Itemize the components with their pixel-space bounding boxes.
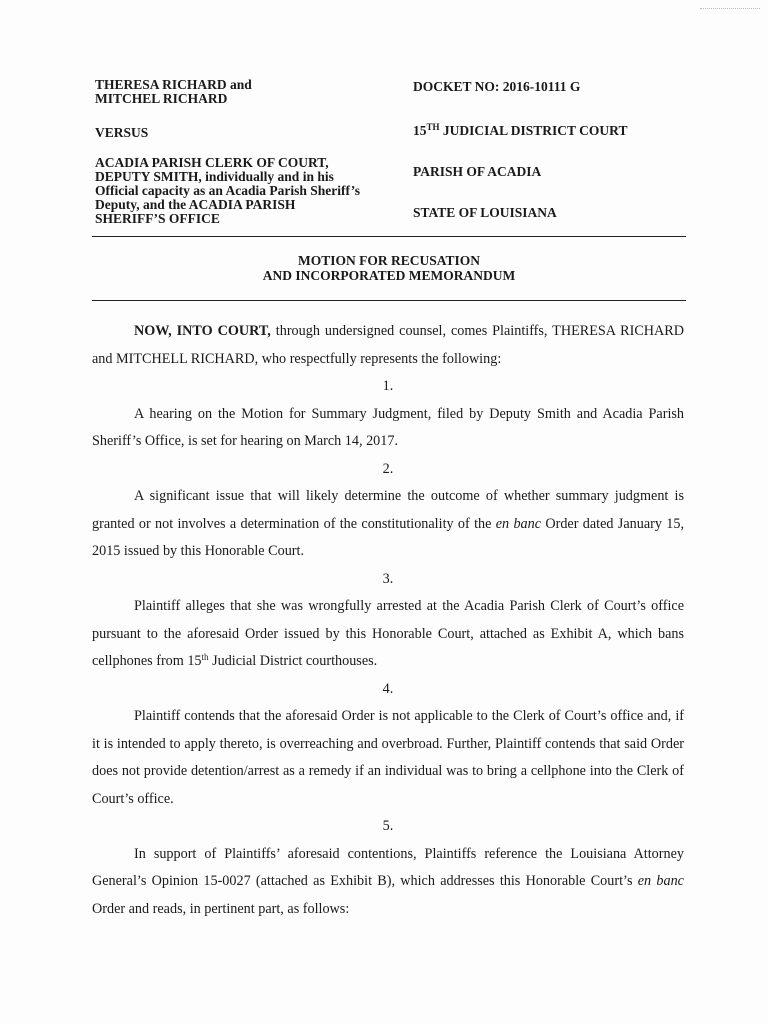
versus-label: VERSUS (95, 125, 149, 140)
paragraph-number: 5. (382, 818, 394, 834)
defendants-line: SHERIFF’S OFFICE (95, 211, 220, 226)
paragraph-text (92, 841, 684, 924)
ordinal-suffix: th (201, 652, 209, 662)
paragraph-text: Plaintiff contends that the aforesaid Order is not applicable to the Clerk of Court’s office and, if it is intended to apply thereto, is overreaching and overbroad. Further, Plaintiff contends that said Order does not provide detention/arrest as a remedy if an individual was to bring a cellphone into the Clerk of Court’s office. (92, 708, 684, 807)
caption-parties (95, 78, 405, 246)
plaintiffs-line: MITCHEL RICHARD (95, 91, 228, 106)
text-segment: Order dated January 15, 2015 issued by this Honorable Court. (92, 515, 684, 559)
paragraph-text: A hearing on the Motion for Summary Judgment, filed by Deputy Smith and Acadia Parish Sheriff’s Office, is set for hearing on March 14, 2017. (92, 405, 684, 449)
intro-lead: NOW, INTO COURT, (134, 323, 271, 339)
state-name: STATE OF LOUISIANA (413, 205, 557, 220)
scan-artifact (700, 8, 760, 11)
court-name-rest: JUDICIAL DISTRICT COURT (439, 123, 628, 138)
defendants-line: DEPUTY SMITH, individually and in his (95, 169, 334, 184)
intro-paragraph (92, 318, 684, 373)
docket-number: DOCKET NO: 2016-10111 G (413, 79, 581, 94)
intro-text: through undersigned counsel, comes Plaintiffs, THERESA RICHARD and MITCHELL RICHARD, who respectfully represents the following: (92, 323, 685, 367)
italic-term: en banc (495, 515, 542, 532)
document-body (92, 318, 684, 923)
title-line: MOTION FOR RECUSATION (297, 253, 480, 268)
court-number: 15 (413, 123, 427, 138)
divider-bottom (92, 300, 686, 301)
italic-term: en banc (637, 873, 684, 889)
paragraph-number: 1. (382, 378, 394, 394)
defendants-line: Deputy, and the ACADIA PARISH (95, 197, 296, 212)
text-segment: Plaintiff alleges that she was wrongfully arrested at the Acadia Parish Clerk of Court’s office pursuant to the aforesaid Order issued by this Honorable Court, attached as Exhibit A, which bans cellphones from 15 (92, 598, 684, 669)
defendants-line: Official capacity as an Acadia Parish Sheriff’s (95, 183, 360, 198)
text-segment: In support of Plaintiffs’ aforesaid contentions, Plaintiffs reference the Louisiana Attorney General’s Opinion 15-0027 (attached as Exhibit B), which addresses this Honorable Court’s (92, 845, 684, 889)
text-segment: A significant issue that will likely determine the outcome of whether summary judgment is granted or not involves a determination of the constitutionality of the (92, 488, 684, 532)
text-segment: Judicial District courthouses. (208, 653, 378, 669)
plaintiffs-block (95, 78, 405, 106)
document-title (92, 254, 686, 283)
defendants-line: ACADIA PARISH CLERK OF COURT, (95, 155, 329, 170)
paragraph-number: 2. (382, 460, 394, 477)
paragraph-number: 4. (382, 680, 394, 697)
paragraph-text (92, 593, 684, 676)
paragraph-text (92, 483, 684, 566)
paragraph-number: 3. (382, 570, 394, 587)
court-ordinal: TH (426, 122, 440, 132)
text-segment: Order and reads, in pertinent part, as follows: (92, 900, 350, 917)
court-name (413, 124, 627, 138)
plaintiffs-line: THERESA RICHARD and (95, 77, 252, 92)
divider-top (92, 236, 686, 237)
title-line: AND INCORPORATED MEMORANDUM (262, 267, 516, 283)
defendants-block (95, 156, 405, 226)
parish-name: PARISH OF ACADIA (413, 164, 542, 179)
